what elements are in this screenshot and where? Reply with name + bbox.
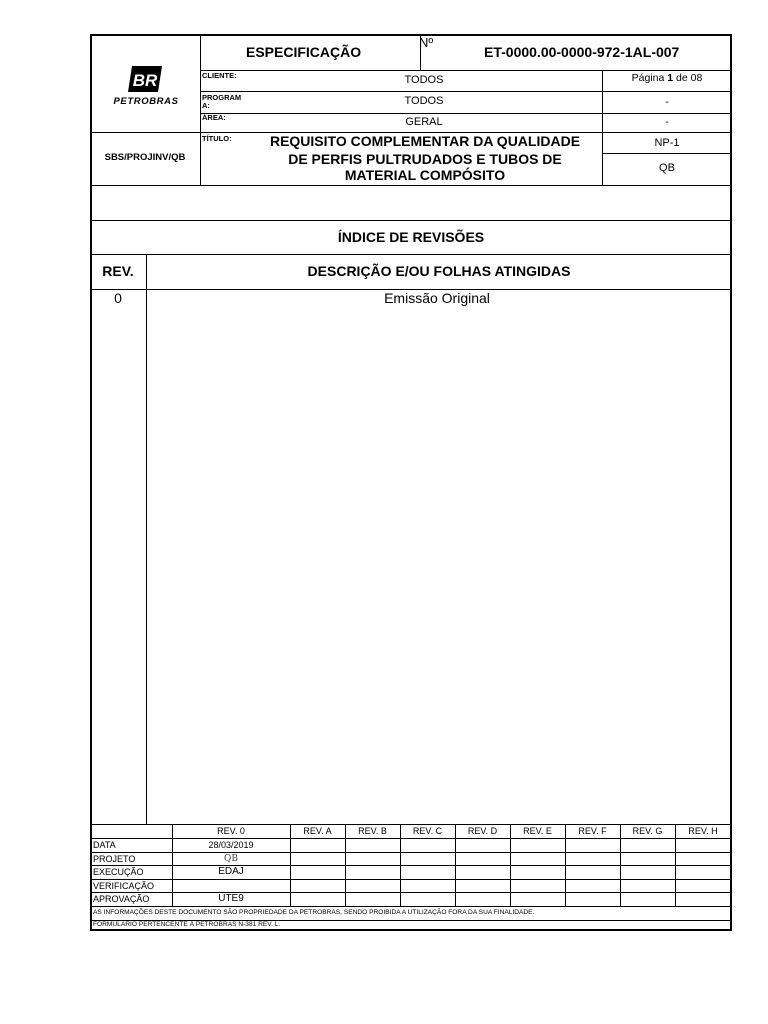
col-rev-b: REV. B [358, 826, 387, 836]
col-rev-d: REV. D [467, 826, 498, 836]
revisions-title: ÍNDICE DE REVISÕES [337, 229, 485, 245]
programa-label-1: PROGRAM [202, 93, 242, 102]
col-rev-h: REV. H [688, 826, 718, 836]
ownership-notice: AS INFORMAÇÕES DESTE DOCUMENTO SÃO PROPRIEDADE DA PETROBRAS, SENDO PROIBIDA A UTILIZAÇÃO FORA DA SUA FINALIDADE. [93, 909, 535, 916]
programa-value: TODOS [404, 95, 444, 107]
col-rev-0: REV. 0 [217, 826, 245, 836]
row-label-projeto: PROJETO [93, 854, 136, 864]
area-extra: - [665, 116, 669, 128]
title-line-1: REQUISITO COMPLEMENTAR DA QUALIDADE [269, 133, 581, 149]
page-suffix: de 08 [673, 72, 703, 84]
page-current: 1 [667, 72, 674, 84]
code-qb: QB [659, 162, 675, 174]
form-reference: FORMULÁRIO PERTENCENTE À PETROBRAS N-381 REV. L. [93, 921, 281, 928]
area-value: GERAL [405, 116, 443, 128]
doc-type: ESPECIFICAÇÃO [246, 44, 362, 60]
page-indicator [603, 73, 731, 84]
company-name: PETROBRAS [113, 96, 179, 107]
cliente-value: TODOS [404, 74, 444, 86]
description-column-header: DESCRIÇÃO E/OU FOLHAS ATINGIDAS [307, 263, 571, 279]
row-value-execucao: EDAJ [218, 866, 244, 877]
title-line-2: DE PERFIS PULTRUDADOS E TUBOS DE [288, 151, 562, 167]
row-value-projeto: QB [224, 854, 238, 864]
area-label: ÁREA: [202, 113, 226, 122]
col-rev-f: REV. F [578, 826, 607, 836]
row-label-verificacao: VERIFICAÇÃO [93, 881, 155, 891]
rev-column-header: REV. [102, 263, 134, 279]
page-prefix: Página [631, 72, 668, 84]
revision-row-rev: 0 [114, 290, 122, 306]
row-value-aprovacao: UTE9 [218, 893, 244, 904]
code-np: NP-1 [654, 137, 680, 149]
number-label: Nº [419, 35, 434, 50]
revision-row-desc: Emissão Original [384, 290, 490, 306]
row-label-aprovacao: APROVAÇÃO [93, 894, 150, 904]
titulo-label: TÍTULO: [202, 134, 232, 143]
col-rev-g: REV. G [632, 826, 663, 836]
col-rev-a: REV. A [303, 826, 332, 836]
department: SBS/PROJINV/QB [104, 152, 186, 163]
doc-number: ET-0000.00-0000-972-1AL-007 [484, 44, 680, 60]
title-line-3: MATERIAL COMPÓSITO [344, 167, 506, 183]
row-label-execucao: EXECUÇÃO [93, 867, 144, 877]
row-value-data: 28/03/2019 [208, 840, 254, 850]
col-rev-e: REV. E [523, 826, 552, 836]
col-rev-c: REV. C [412, 826, 443, 836]
logo-text: BR [132, 71, 158, 90]
programa-extra: - [665, 96, 669, 108]
programa-label-2: A: [202, 101, 210, 110]
cliente-label: CLIENTE: [202, 71, 237, 80]
row-label-data: DATA [93, 840, 116, 850]
